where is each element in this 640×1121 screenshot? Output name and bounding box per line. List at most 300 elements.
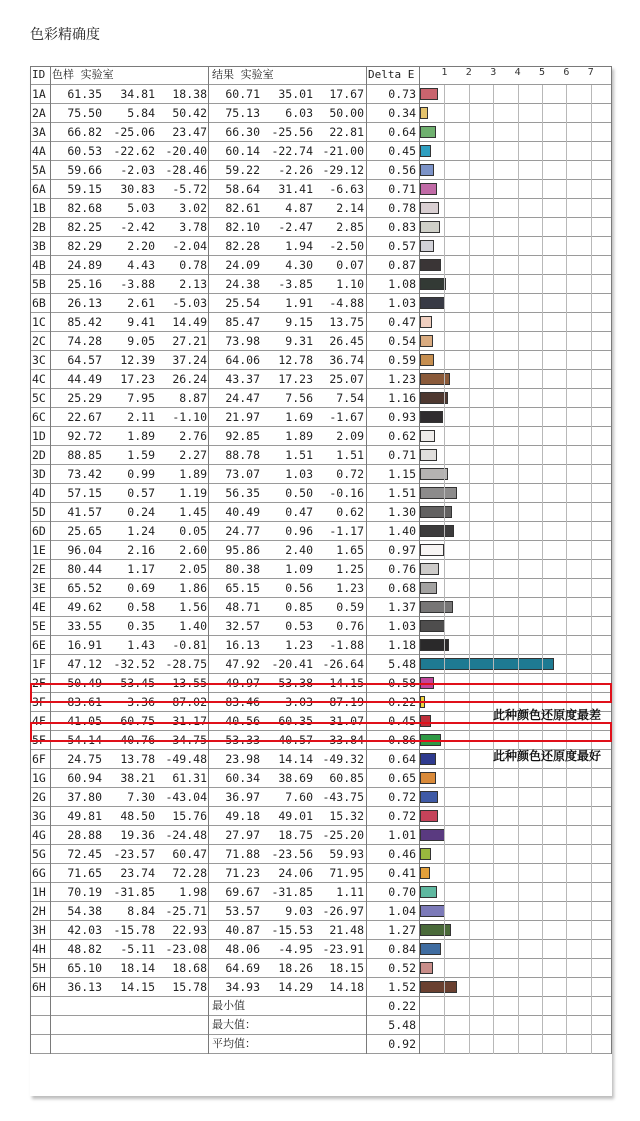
cell-sample-lab: 75.50 xyxy=(67,106,102,120)
cell-result-lab: 48.71 xyxy=(225,600,260,614)
cell-result-lab: -4.95 xyxy=(278,942,313,956)
table-row xyxy=(30,978,612,997)
cell-result-lab: 60.71 xyxy=(225,87,260,101)
cell-sample-lab: 72.28 xyxy=(172,866,207,880)
cell-result-lab: 2.09 xyxy=(336,429,364,443)
tick-label: 6 xyxy=(563,67,570,78)
cell-result-lab: 58.64 xyxy=(225,182,260,196)
cell-sample-lab: 87.02 xyxy=(172,695,207,709)
cell-sample-lab: 36.13 xyxy=(67,980,102,994)
delta-e-bar xyxy=(420,905,445,917)
column-divider xyxy=(208,66,209,1054)
tick-label: 1 xyxy=(441,67,448,78)
cell-result-lab: 18.15 xyxy=(329,961,364,975)
cell-id: 2F xyxy=(32,676,46,690)
cell-id: 6A xyxy=(32,182,46,196)
cell-delta-e: 0.57 xyxy=(388,239,416,253)
cell-result-lab: -26.64 xyxy=(322,657,364,671)
table-row xyxy=(30,123,612,142)
delta-e-bar xyxy=(420,981,457,993)
cell-delta-e: 1.23 xyxy=(388,372,416,386)
cell-sample-lab: 18.14 xyxy=(120,961,155,975)
cell-id: 4H xyxy=(32,942,46,956)
cell-sample-lab: 17.23 xyxy=(120,372,155,386)
worst-highlight-box xyxy=(30,683,612,703)
cell-sample-lab: 24.75 xyxy=(67,752,102,766)
delta-e-bar xyxy=(420,867,430,879)
cell-result-lab: 32.57 xyxy=(225,619,260,633)
cell-delta-e: 5.48 xyxy=(388,657,416,671)
table-row xyxy=(30,275,612,294)
delta-e-bar xyxy=(420,582,437,594)
cell-sample-lab: -2.42 xyxy=(120,220,155,234)
cell-sample-lab: 60.53 xyxy=(67,144,102,158)
cell-result-lab: 31.41 xyxy=(278,182,313,196)
cell-sample-lab: 23.74 xyxy=(120,866,155,880)
cell-delta-e: 0.72 xyxy=(388,790,416,804)
cell-result-lab: -4.88 xyxy=(329,296,364,310)
cell-sample-lab: 49.62 xyxy=(67,600,102,614)
delta-e-bar xyxy=(420,943,441,955)
cell-result-lab: 0.96 xyxy=(285,524,313,538)
cell-result-lab: -23.91 xyxy=(322,942,364,956)
cell-id: 1C xyxy=(32,315,46,329)
cell-result-lab: 49.18 xyxy=(225,809,260,823)
cell-id: 3F xyxy=(32,695,46,709)
cell-result-lab: 85.47 xyxy=(225,315,260,329)
table-row xyxy=(30,522,612,541)
cell-sample-lab: 5.84 xyxy=(127,106,155,120)
delta-e-bar xyxy=(420,411,443,423)
cell-delta-e: 1.52 xyxy=(388,980,416,994)
cell-result-lab: 26.45 xyxy=(329,334,364,348)
cell-result-lab: 40.87 xyxy=(225,923,260,937)
cell-id: 5H xyxy=(32,961,46,975)
cell-delta-e: 0.47 xyxy=(388,315,416,329)
cell-sample-lab: 1.40 xyxy=(179,619,207,633)
cell-id: 3H xyxy=(32,923,46,937)
cell-sample-lab: 2.13 xyxy=(179,277,207,291)
cell-result-lab: 27.97 xyxy=(225,828,260,842)
cell-result-lab: 12.78 xyxy=(278,353,313,367)
table-row xyxy=(30,845,612,864)
table-row xyxy=(30,484,612,503)
cell-result-lab: 31.07 xyxy=(329,714,364,728)
cell-delta-e: 0.59 xyxy=(388,353,416,367)
cell-sample-lab: 60.75 xyxy=(120,714,155,728)
table-row xyxy=(30,617,612,636)
delta-e-bar xyxy=(420,145,431,157)
cell-result-lab: 83.46 xyxy=(225,695,260,709)
table-row xyxy=(30,788,612,807)
cell-id: 3A xyxy=(32,125,46,139)
cell-result-lab: 1.03 xyxy=(285,467,313,481)
cell-sample-lab: 15.78 xyxy=(172,980,207,994)
cell-result-lab: 9.15 xyxy=(285,315,313,329)
cell-sample-lab: 82.29 xyxy=(67,239,102,253)
footer-row xyxy=(30,1035,612,1054)
table-row xyxy=(30,218,612,237)
table-row xyxy=(30,85,612,104)
cell-sample-lab: -22.62 xyxy=(113,144,155,158)
cell-result-lab: 33.84 xyxy=(329,733,364,747)
cell-delta-e: 0.41 xyxy=(388,866,416,880)
cell-result-lab: 0.72 xyxy=(336,467,364,481)
delta-e-bar xyxy=(420,430,435,442)
cell-sample-lab: 61.31 xyxy=(172,771,207,785)
cell-id: 1D xyxy=(32,429,46,443)
cell-result-lab: 14.14 xyxy=(278,752,313,766)
cell-result-lab: 1.69 xyxy=(285,410,313,424)
table-row xyxy=(30,294,612,313)
cell-result-lab: 48.06 xyxy=(225,942,260,956)
cell-result-lab: -43.75 xyxy=(322,790,364,804)
cell-sample-lab: 4.43 xyxy=(127,258,155,272)
cell-delta-e: 0.62 xyxy=(388,429,416,443)
cell-result-lab: -20.41 xyxy=(271,657,313,671)
cell-result-lab: 21.97 xyxy=(225,410,260,424)
cell-sample-lab: 3.36 xyxy=(127,695,155,709)
cell-id: 2A xyxy=(32,106,46,120)
cell-result-lab: 82.61 xyxy=(225,201,260,215)
delta-e-bar xyxy=(420,183,437,195)
cell-result-lab: 60.35 xyxy=(278,714,313,728)
cell-sample-lab: 53.45 xyxy=(120,676,155,690)
cell-sample-lab: 22.93 xyxy=(172,923,207,937)
cell-result-lab: -2.26 xyxy=(278,163,313,177)
cell-result-lab: 23.98 xyxy=(225,752,260,766)
cell-sample-lab: 48.82 xyxy=(67,942,102,956)
cell-result-lab: 47.92 xyxy=(225,657,260,671)
cell-result-lab: 87.19 xyxy=(329,695,364,709)
delta-e-bar xyxy=(420,373,450,385)
cell-delta-e: 0.68 xyxy=(388,581,416,595)
cell-id: 6E xyxy=(32,638,46,652)
cell-result-lab: 18.26 xyxy=(278,961,313,975)
cell-id: 1E xyxy=(32,543,46,557)
cell-sample-lab: 3.02 xyxy=(179,201,207,215)
cell-sample-lab: 22.67 xyxy=(67,410,102,424)
cell-delta-e: 0.64 xyxy=(388,752,416,766)
cell-result-lab: 9.03 xyxy=(285,904,313,918)
cell-sample-lab: 34.75 xyxy=(172,733,207,747)
grid-line xyxy=(542,85,543,1054)
cell-result-lab: 53.33 xyxy=(225,733,260,747)
best-highlight-box xyxy=(30,722,612,742)
cell-delta-e: 0.46 xyxy=(388,847,416,861)
cell-result-lab: 88.78 xyxy=(225,448,260,462)
cell-sample-lab: 2.05 xyxy=(179,562,207,576)
cell-sample-lab: 8.84 xyxy=(127,904,155,918)
delta-e-bar xyxy=(420,525,454,537)
cell-delta-e: 0.52 xyxy=(388,961,416,975)
cell-id: 4D xyxy=(32,486,46,500)
table-row xyxy=(30,142,612,161)
cell-result-lab: 0.85 xyxy=(285,600,313,614)
cell-result-lab: 18.75 xyxy=(278,828,313,842)
cell-result-lab: 64.06 xyxy=(225,353,260,367)
cell-delta-e: 1.03 xyxy=(388,619,416,633)
grid-line xyxy=(469,85,470,1054)
cell-result-lab: -40.57 xyxy=(271,733,313,747)
cell-delta-e: 0.65 xyxy=(388,771,416,785)
cell-sample-lab: 47.12 xyxy=(67,657,102,671)
cell-sample-lab: 96.04 xyxy=(67,543,102,557)
cell-delta-e: 1.27 xyxy=(388,923,416,937)
cell-id: 4B xyxy=(32,258,46,272)
table-row xyxy=(30,921,612,940)
table-header-row xyxy=(30,66,612,85)
cell-sample-lab: -25.71 xyxy=(165,904,207,918)
cell-result-lab: -15.53 xyxy=(271,923,313,937)
cell-result-lab: -6.63 xyxy=(329,182,364,196)
cell-result-lab: 1.09 xyxy=(285,562,313,576)
cell-result-lab: -31.85 xyxy=(271,885,313,899)
cell-result-lab: -3.85 xyxy=(278,277,313,291)
cell-sample-lab: 7.30 xyxy=(127,790,155,804)
cell-result-lab: 49.01 xyxy=(278,809,313,823)
cell-id: 6D xyxy=(32,524,46,538)
table-row xyxy=(30,579,612,598)
delta-e-bar xyxy=(420,753,436,765)
table-row xyxy=(30,807,612,826)
cell-sample-lab: -5.72 xyxy=(172,182,207,196)
cell-delta-e: 0.70 xyxy=(388,885,416,899)
cell-delta-e: 1.03 xyxy=(388,296,416,310)
cell-sample-lab: -3.88 xyxy=(120,277,155,291)
cell-id: 5C xyxy=(32,391,46,405)
cell-result-lab: 2.85 xyxy=(336,220,364,234)
cell-result-lab: 60.34 xyxy=(225,771,260,785)
cell-sample-lab: 16.91 xyxy=(67,638,102,652)
cell-sample-lab: -31.85 xyxy=(113,885,155,899)
delta-e-bar xyxy=(420,848,431,860)
cell-sample-lab: 59.66 xyxy=(67,163,102,177)
cell-result-lab: 35.01 xyxy=(278,87,313,101)
cell-result-lab: 24.77 xyxy=(225,524,260,538)
footer-value: 5.48 xyxy=(388,1018,416,1032)
cell-sample-lab: 1.17 xyxy=(127,562,155,576)
cell-sample-lab: 9.05 xyxy=(127,334,155,348)
cell-result-lab: 21.48 xyxy=(329,923,364,937)
cell-result-lab: 0.53 xyxy=(285,619,313,633)
cell-sample-lab: 24.89 xyxy=(67,258,102,272)
cell-sample-lab: 59.15 xyxy=(67,182,102,196)
column-divider xyxy=(50,66,51,1054)
cell-sample-lab: 37.80 xyxy=(67,790,102,804)
table-row xyxy=(30,161,612,180)
cell-sample-lab: 83.61 xyxy=(67,695,102,709)
cell-id: 4G xyxy=(32,828,46,842)
cell-sample-lab: 71.65 xyxy=(67,866,102,880)
cell-sample-lab: 12.39 xyxy=(120,353,155,367)
cell-sample-lab: -2.04 xyxy=(172,239,207,253)
cell-result-lab: 25.07 xyxy=(329,372,364,386)
cell-result-lab: 60.14 xyxy=(225,144,260,158)
cell-sample-lab: 18.38 xyxy=(172,87,207,101)
delta-e-bar xyxy=(420,601,453,613)
cell-sample-lab: 0.99 xyxy=(127,467,155,481)
cell-sample-lab: 25.16 xyxy=(67,277,102,291)
top-border xyxy=(30,66,612,67)
cell-result-lab: -22.74 xyxy=(271,144,313,158)
cell-sample-lab: 73.42 xyxy=(67,467,102,481)
cell-delta-e: 0.86 xyxy=(388,733,416,747)
cell-result-lab: 2.14 xyxy=(336,201,364,215)
table-row xyxy=(30,883,612,902)
cell-delta-e: 1.08 xyxy=(388,277,416,291)
cell-result-lab: 13.75 xyxy=(329,315,364,329)
cell-delta-e: 0.78 xyxy=(388,201,416,215)
table-row xyxy=(30,313,612,332)
cell-result-lab: 3.03 xyxy=(285,695,313,709)
cell-delta-e: 0.87 xyxy=(388,258,416,272)
cell-sample-lab: 1.98 xyxy=(179,885,207,899)
delta-e-bar xyxy=(420,259,441,271)
cell-result-lab: 9.31 xyxy=(285,334,313,348)
table-row xyxy=(30,446,612,465)
cell-result-lab: 50.00 xyxy=(329,106,364,120)
cell-delta-e: 1.18 xyxy=(388,638,416,652)
tick-label: 5 xyxy=(539,67,546,78)
cell-delta-e: 0.45 xyxy=(388,144,416,158)
cell-sample-lab: 82.25 xyxy=(67,220,102,234)
cell-id: 3E xyxy=(32,581,46,595)
grid-line xyxy=(444,85,445,1054)
cell-result-lab: 82.10 xyxy=(225,220,260,234)
cell-id: 2E xyxy=(32,562,46,576)
table-row xyxy=(30,351,612,370)
cell-sample-lab: 2.60 xyxy=(179,543,207,557)
table-row xyxy=(30,959,612,978)
cell-sample-lab: 0.57 xyxy=(127,486,155,500)
cell-sample-lab: 85.42 xyxy=(67,315,102,329)
cell-sample-lab: -32.52 xyxy=(113,657,155,671)
cell-id: 4E xyxy=(32,600,46,614)
cell-delta-e: 0.76 xyxy=(388,562,416,576)
cell-sample-lab: 14.15 xyxy=(120,980,155,994)
cell-delta-e: 0.93 xyxy=(388,410,416,424)
cell-result-lab: 1.94 xyxy=(285,239,313,253)
cell-sample-lab: -2.03 xyxy=(120,163,155,177)
table-row xyxy=(30,408,612,427)
grid-line xyxy=(566,85,567,1054)
cell-result-lab: -1.67 xyxy=(329,410,364,424)
delta-e-bar xyxy=(420,202,439,214)
delta-e-bar xyxy=(420,563,439,575)
best-annotation: 此种颜色还原度最好 xyxy=(493,749,602,763)
cell-id: 2C xyxy=(32,334,46,348)
header-delta-e: Delta E xyxy=(368,68,415,81)
table-row xyxy=(30,541,612,560)
cell-sample-lab: 72.45 xyxy=(67,847,102,861)
cell-sample-lab: 54.38 xyxy=(67,904,102,918)
cell-result-lab: 40.49 xyxy=(225,505,260,519)
cell-sample-lab: 5.03 xyxy=(127,201,155,215)
cell-delta-e: 1.51 xyxy=(388,486,416,500)
cell-delta-e: 0.71 xyxy=(388,182,416,196)
table-row xyxy=(30,769,612,788)
cell-sample-lab: 31.17 xyxy=(172,714,207,728)
cell-id: 3D xyxy=(32,467,46,481)
tick-label: 7 xyxy=(587,67,594,78)
cell-id: 2H xyxy=(32,904,46,918)
footer-value: 0.92 xyxy=(388,1037,416,1051)
delta-e-bar xyxy=(420,810,438,822)
cell-id: 4F xyxy=(32,714,46,728)
cell-result-lab: 36.97 xyxy=(225,790,260,804)
table-row xyxy=(30,503,612,522)
cell-result-lab: 69.67 xyxy=(225,885,260,899)
delta-e-bar xyxy=(420,354,434,366)
cell-result-lab: 38.69 xyxy=(278,771,313,785)
footer-row xyxy=(30,1016,612,1035)
cell-result-lab: 82.28 xyxy=(225,239,260,253)
column-divider xyxy=(366,66,367,1054)
cell-sample-lab: 50.49 xyxy=(67,676,102,690)
delta-e-bar xyxy=(420,487,457,499)
cell-delta-e: 1.30 xyxy=(388,505,416,519)
cell-result-lab: 60.85 xyxy=(329,771,364,785)
cell-sample-lab: 0.24 xyxy=(127,505,155,519)
cell-sample-lab: 1.89 xyxy=(179,467,207,481)
cell-result-lab: 92.85 xyxy=(225,429,260,443)
cell-sample-lab: 92.72 xyxy=(67,429,102,443)
cell-result-lab: 1.89 xyxy=(285,429,313,443)
table-row xyxy=(30,332,612,351)
cell-sample-lab: 2.76 xyxy=(179,429,207,443)
cell-id: 4C xyxy=(32,372,46,386)
cell-result-lab: 1.11 xyxy=(336,885,364,899)
cell-sample-lab: -23.08 xyxy=(165,942,207,956)
cell-sample-lab: 37.24 xyxy=(172,353,207,367)
cell-sample-lab: 1.45 xyxy=(179,505,207,519)
delta-e-bar xyxy=(420,962,433,974)
delta-e-bar xyxy=(420,658,554,670)
table-row xyxy=(30,655,612,674)
cell-sample-lab: -13.55 xyxy=(165,676,207,690)
cell-result-lab: 0.47 xyxy=(285,505,313,519)
cell-result-lab: 1.23 xyxy=(336,581,364,595)
cell-result-lab: 0.56 xyxy=(285,581,313,595)
footer-label: 最小值 xyxy=(212,999,245,1012)
table-row xyxy=(30,180,612,199)
cell-sample-lab: 61.35 xyxy=(67,87,102,101)
cell-sample-lab: 41.57 xyxy=(67,505,102,519)
cell-sample-lab: -5.03 xyxy=(172,296,207,310)
cell-result-lab: 25.54 xyxy=(225,296,260,310)
cell-sample-lab: -20.40 xyxy=(165,144,207,158)
cell-sample-lab: 0.58 xyxy=(127,600,155,614)
cell-id: 3B xyxy=(32,239,46,253)
tick-label: 4 xyxy=(514,67,521,78)
delta-e-bar xyxy=(420,449,437,461)
cell-result-lab: 1.23 xyxy=(285,638,313,652)
cell-result-lab: 59.22 xyxy=(225,163,260,177)
cell-result-lab: 73.98 xyxy=(225,334,260,348)
table-row xyxy=(30,902,612,921)
cell-result-lab: 1.25 xyxy=(336,562,364,576)
header-result: 结果 实验室 xyxy=(212,68,274,81)
cell-result-lab: 0.50 xyxy=(285,486,313,500)
table-row xyxy=(30,427,612,446)
cell-id: 6H xyxy=(32,980,46,994)
delta-e-bar xyxy=(420,297,445,309)
cell-sample-lab: 18.68 xyxy=(172,961,207,975)
delta-e-bar xyxy=(420,126,436,138)
color-accuracy-table xyxy=(30,66,612,1096)
cell-result-lab: -26.97 xyxy=(322,904,364,918)
